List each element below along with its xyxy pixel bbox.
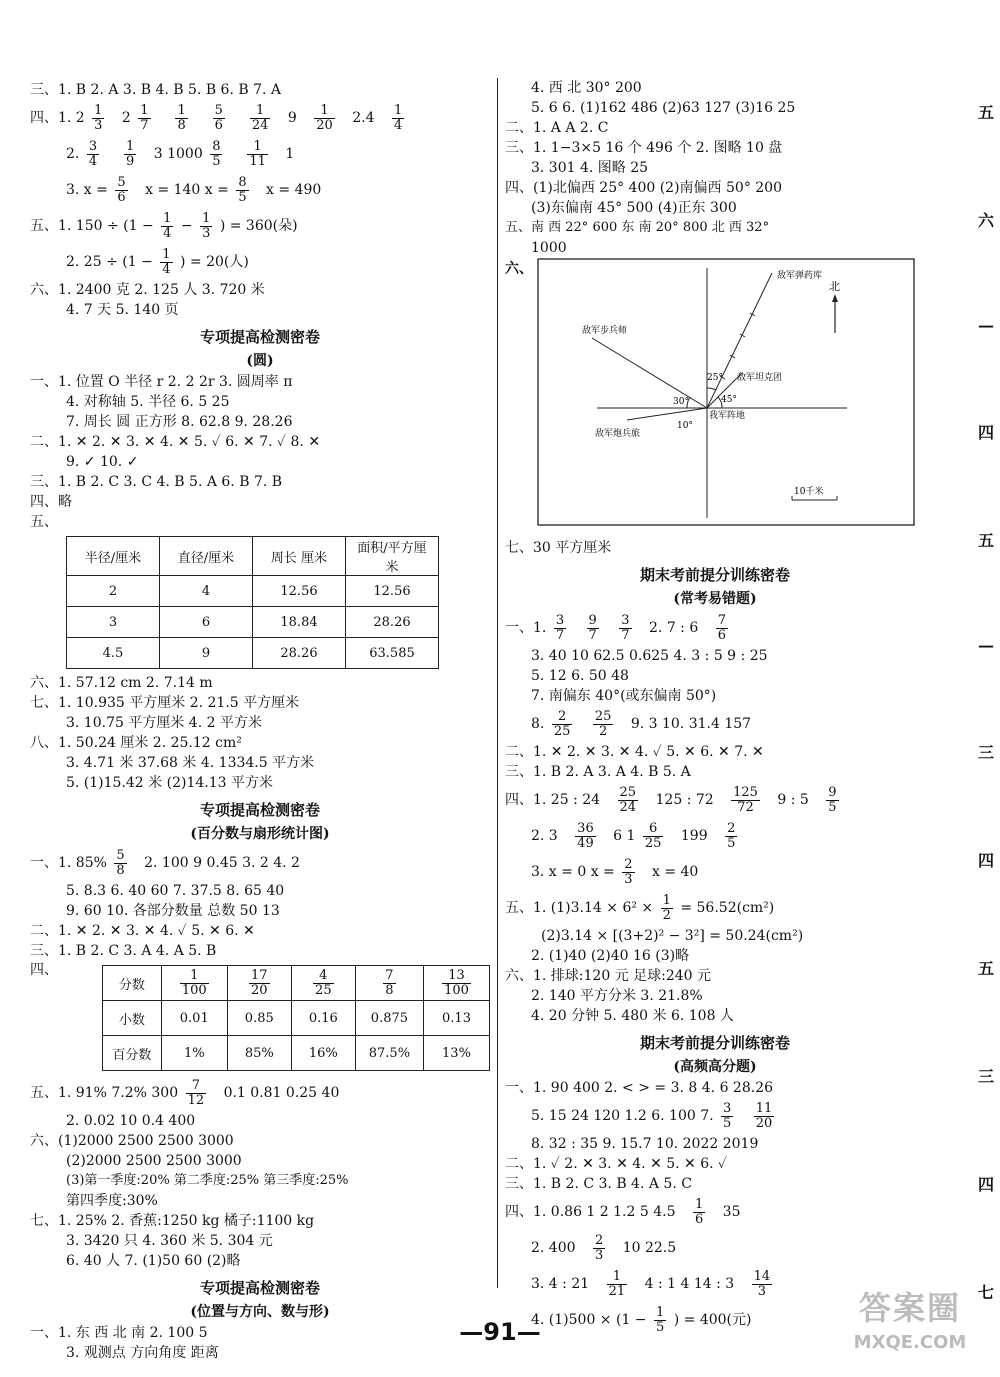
answer-line: 2. (1)40 (2)40 16 (3)略 — [531, 948, 690, 964]
answer-line: 第四季度:30% — [66, 1193, 158, 1209]
table-cell: 0.01 — [161, 1001, 227, 1036]
answer-line: 四、1. 25 : 24 $\frac{25}{24}$ 125 : 72 $\frac{125}{72}$ 9 : 5 $\frac{9}{5}$ — [505, 784, 837, 815]
row-label: 百分数 — [103, 1036, 162, 1071]
answer-line: 5. 8.3 6. 40 60 7. 37.5 8. 65 40 — [66, 883, 285, 899]
answer-line: 7. 周长 圆 正方形 8. 62.8 9. 28.26 — [66, 414, 293, 430]
table-row — [103, 966, 490, 1001]
answer-line: 3. 4 : 21 $\frac{1}{21}$ 4 : 1 4 14 : 3 $\frac{14}{3}$ — [531, 1268, 771, 1299]
answer-line: 六、1. 排球:120 元 足球:240 元 — [505, 968, 712, 984]
angle-label: 10° — [677, 421, 693, 431]
answer-line: 5. 12 6. 50 48 — [531, 668, 629, 684]
answer-line: 4. 20 分钟 5. 480 米 6. 108 人 — [531, 1008, 734, 1024]
row-label: 小数 — [103, 1001, 162, 1036]
answer-line: 六、1. 57.12 cm 2. 7.14 m — [30, 675, 213, 691]
edge-char: — — [978, 636, 994, 655]
answer-line: 一、1. 位置 O 半径 r 2. 2 2r 3. 圆周率 π — [30, 374, 293, 390]
answer-line: 2. 3 $\frac{36}{49}$ 6 1 $\frac{6}{25}$ 199 $\frac{2}{5}$ — [531, 820, 736, 851]
answer-line: (2)2000 2500 2500 3000 — [66, 1153, 242, 1169]
answer-line: 3. 10.75 平方厘米 4. 2 平方米 — [66, 715, 262, 731]
edge-char: 七 — [978, 1283, 995, 1302]
answer-line: 五、 — [30, 514, 58, 530]
table-cell: 3 — [67, 607, 160, 638]
section-heading: 专项提高检测密卷 — [199, 1279, 320, 1297]
table-cell: 85% — [227, 1036, 291, 1071]
north-label: 北 — [829, 280, 840, 293]
answer-line: 9. ✓ 10. ✓ — [66, 454, 139, 470]
edge-char: 四 — [978, 423, 995, 442]
section-heading: 期末考前提分训练密卷 — [639, 1034, 790, 1052]
answer-line: 三、1. 1−3×5 16 个 496 个 2. 图略 10 盘 — [505, 140, 783, 156]
answer-line: 3. 4.71 米 37.68 米 4. 1334.5 平方米 — [66, 755, 315, 771]
answer-line: 4. 对称轴 5. 半径 6. 5 25 — [66, 394, 230, 410]
ray-artillery — [627, 408, 707, 420]
table-row — [67, 576, 439, 607]
answer-label: 六、 — [505, 261, 533, 277]
edge-char: 三 — [978, 743, 995, 762]
answer-line: 2. 400 $\frac{2}{3}$ 10 22.5 — [531, 1232, 677, 1263]
answer-line: 3. 40 10 62.5 0.625 4. 3 : 5 9 : 25 — [531, 648, 768, 664]
answer-line: 三、1. B 2. C 3. B 4. A 5. C — [505, 1176, 692, 1192]
label-infantry: 敌军步兵师 — [582, 326, 628, 336]
answer-line: 3. x = 0 x = $\frac{2}{3}$ x = 40 — [531, 856, 699, 887]
answer-line: 8. $\frac{2}{25}$ $\frac{25}{2}$ 9. 3 10. 31.4 157 — [531, 708, 752, 739]
table-cell: 0.13 — [423, 1001, 489, 1036]
edge-char: 五 — [978, 959, 995, 978]
answer-line: (3)东偏南 45° 500 (4)正东 300 — [531, 200, 737, 216]
table-cell: $\frac{17}{20}$ — [227, 966, 291, 1001]
table-row — [103, 1001, 490, 1036]
answer-line: (3)第一季度:20% 第二季度:25% 第三季度:25% — [66, 1173, 349, 1188]
percent-table — [102, 965, 490, 1071]
map-svg — [537, 258, 917, 528]
answer-line: (2)3.14 × [(3+2)² − 3²] = 50.24(cm²) — [541, 928, 804, 944]
table-header: 面积/平方厘米 — [346, 537, 439, 576]
answer-line: 5. 6 6. (1)162 486 (2)63 127 (3)16 25 — [531, 100, 796, 116]
section-heading: 专项提高检测密卷 — [199, 801, 320, 819]
next-page-edge — [978, 100, 1000, 1302]
left-column: 三、1. B 2. A 3. B 4. B 5. B 6. B 7. A 四、1. 2 $\frac{1}{3}$ 2 $\frac{1}{7}$ $\frac{1}{8}$ $\frac{5}{6}$ $\frac{1}{24}$ 9 $\frac{1}{20}$ 2.4 $\frac{1}{4}$ 2. $\frac{3}{4}$ $\frac{1}{9}$ 3 1000 $\frac{8}{5}$ $\frac{1}{11}$ 1 3. x = $\frac{5}{6}$ x = 140 x = $\frac{8}{5}$ x = 490 五、1. 150 ÷ (1 − $\frac{1}{4}$ − $\frac{1}{3}$ ) = 360(朵) 2. 25 ÷ (1 − $\frac{1}{4}$ ) = 20(人) 六、1. 2400 克 2. 125 人 3. 720 米 4. 7 天 5. 140 页 专项提高检测密卷 (圆) 一、1. 位置 O 半径 r 2. 2 2r 3. 圆周率 π 4. 对称轴 5. 半径 6. 5 25 7. 周长 圆 正方形 8. 62.8 9. 28.26 二、1. ✕ 2. ✕ 3. ✕ 4. ✕ 5. ✓ 6. ✕ 7. ✓ 8. ✕ 9. ✓ 10. ✓ 三、1. B 2. C 3. C 4. B 5. A 6. B 7. B 四、略 五、 半径/厘米 直径/厘米 周长 厘米 面积/平方厘米 2 4 12.56 12.56 3 6 18.84 28.26 4.5 9 28.26 63.585 六、1. 57.12 cm 2. 7.14 m 七、1. 10.935 平方厘米 2. 21.5 平方厘米 3. 10.75 平方厘米 4. 2 平方米 八、1. 50.24 厘米 2. 25.12 cm² 3. 4.71 米 37.68 米 4. 1334.5 平方米 5. (1)15.42 米 (2)14.13 平方米 专项提高检测密卷 (百分数与扇形统计图) 一、1. 85% $\frac{5}{8}$ 2. 100 9 0.45 3. 2 4. 2 5. 8.3 6. 40 60 7. 37.5 8. 65 40 9. 60 10. 各部分数量 总数 50 13 二、1. ✕ 2. ✕ 3. ✕ 4. ✓ 5. ✕ 6. ✕ 三、1. B 2. C 3. A 4. A 5. B 四、 分数 $\frac{1}{100}$ $\frac{17}{20}$ $\frac{4}{25}$ $\frac{7}{8}$ $\frac{13}{100}$ 小数 0.01 0.85 0.16 0.875 0.13 百分数 1% 85% 16% 87.5% 13% 五、1. 91% 7.2% 300 $\frac{7}{12}$ 0.1 0.81 0.25 40 2. 0.02 10 0.4 400 六、(1)2000 2500 2500 3000 (2)2000 2500 2500 3000 (3)第一季度:20% 第二季度:25% 第三季度:25% 第四季度:30% 七、1. 25% 2. 香蕉:1250 kg 橘子:1100 kg 3. 3420 只 4. 360 米 5. 304 元 6. 40 人 7. (1)50 60 (2)略 专项提高检测密卷 (位置与方向、数与形) 一、1. 东 西 北 南 2. 100 5 3. 观测点 方向角度 距离 — [30, 80, 490, 1363]
answer-line: 4. (1)500 × (1 − $\frac{1}{5}$ ) = 400(元) — [531, 1304, 752, 1335]
map-frame — [538, 259, 914, 525]
answer-line: 二、1. ✕ 2. ✕ 3. ✕ 4. ✓ 5. ✕ 6. ✕ — [30, 923, 255, 939]
answer-line: 4. 西 北 30° 200 — [531, 80, 642, 96]
section-subheading: (百分数与扇形统计图) — [190, 826, 330, 842]
table-header: 半径/厘米 — [67, 537, 160, 576]
answer-line: 3. 观测点 方向角度 距离 — [66, 1345, 219, 1361]
label-bomb-depot: 敌军弹药库 — [777, 271, 823, 281]
answer-line: 三、1. B 2. A 3. A 4. B 5. A — [505, 764, 691, 780]
row-label: 分数 — [103, 966, 162, 1001]
answer-line: 三、1. B 2. A 3. B 4. B 5. B 6. B 7. A — [30, 82, 282, 98]
section-heading: 专项提高检测密卷 — [199, 328, 320, 346]
answer-line: 5. (1)15.42 米 (2)14.13 平方米 — [66, 775, 273, 791]
answer-line: 二、1. A A 2. C — [505, 120, 609, 136]
answer-line: 四、(1)北偏西 25° 400 (2)南偏西 50° 200 — [505, 180, 782, 196]
answer-line: 2. $\frac{3}{4}$ $\frac{1}{9}$ 3 1000 $\frac{8}{5}$ $\frac{1}{11}$ 1 — [66, 138, 295, 169]
answer-line: 四、1. 0.86 1 2 1.2 5 4.5 $\frac{1}{6}$ 35 — [505, 1196, 741, 1227]
scale-label: 10千米 — [794, 487, 824, 497]
answer-line: 六、(1)2000 2500 2500 3000 — [30, 1133, 234, 1149]
table-cell: 12.56 — [346, 576, 439, 607]
right-column — [505, 78, 925, 1338]
answer-line: 二、1. ✓ 2. ✕ 3. ✕ 4. ✕ 5. ✕ 6. ✓ — [505, 1156, 728, 1172]
table-cell: 4 — [160, 576, 253, 607]
answer-line: 3. 301 4. 图略 25 — [531, 160, 649, 176]
table-cell: 16% — [291, 1036, 355, 1071]
table-cell: 0.85 — [227, 1001, 291, 1036]
edge-char: 四 — [978, 1175, 995, 1194]
table-cell: 9 — [160, 638, 253, 669]
table-cell: 0.16 — [291, 1001, 355, 1036]
answer-line: 4. 7 天 5. 140 页 — [66, 302, 179, 318]
answer-line: 2. 0.02 10 0.4 400 — [66, 1113, 196, 1129]
table-cell: 28.26 — [253, 638, 346, 669]
watermark-logo — [830, 1285, 990, 1365]
angle-label: 25° — [707, 373, 723, 383]
table-cell: 18.84 — [253, 607, 346, 638]
label-base: 我军阵地 — [709, 411, 746, 421]
answer-line: 二、1. ✕ 2. ✕ 3. ✕ 4. ✕ 5. ✓ 6. ✕ 7. ✓ 8. ✕ — [30, 434, 321, 450]
table-row — [103, 1036, 490, 1071]
table-cell: $\frac{7}{8}$ — [355, 966, 423, 1001]
table-cell: 0.875 — [355, 1001, 423, 1036]
section-subheading: (常考易错题) — [673, 591, 757, 607]
north-arrowhead-icon — [832, 294, 838, 302]
answer-line: 七、1. 10.935 平方厘米 2. 21.5 平方厘米 — [30, 695, 300, 711]
answer-line: 一、1. 东 西 北 南 2. 100 5 — [30, 1325, 208, 1341]
answer-line: 五、南 西 22° 600 东 南 20° 800 北 西 32° — [505, 220, 770, 235]
table-cell: 6 — [160, 607, 253, 638]
table-cell: 13% — [423, 1036, 489, 1071]
table-row — [67, 638, 439, 669]
ray-bomb-depot — [707, 273, 772, 408]
circle-table — [66, 536, 439, 669]
label-tank: 敌军坦克团 — [737, 373, 783, 383]
edge-char: — — [978, 316, 994, 335]
answer-line: 3. 3420 只 4. 360 米 5. 304 元 — [66, 1233, 273, 1249]
edge-char: 六 — [978, 211, 995, 230]
table-cell: 1% — [161, 1036, 227, 1071]
answer-line: 3. x = $\frac{5}{6}$ x = 140 x = $\frac{8}{5}$ x = 490 — [66, 174, 322, 205]
answer-line: 四、略 — [30, 494, 72, 510]
edge-char: 五 — [978, 531, 995, 550]
table-cell: $\frac{13}{100}$ — [423, 966, 489, 1001]
answer-line: 七、1. 25% 2. 香蕉:1250 kg 橘子:1100 kg — [30, 1213, 315, 1229]
section-subheading: (位置与方向、数与形) — [190, 1304, 330, 1320]
edge-char: 四 — [978, 851, 995, 870]
answer-line: 四、1. 2 $\frac{1}{3}$ 2 $\frac{1}{7}$ $\frac{1}{8}$ $\frac{5}{6}$ $\frac{1}{24}$ 9 $\frac{1}{20}$ 2.4 $\frac{1}{4}$ — [30, 102, 403, 133]
section-heading: 期末考前提分训练密卷 — [639, 566, 790, 584]
answer-line: 2. 25 ÷ (1 − $\frac{1}{4}$ ) = 20(人) — [66, 246, 249, 277]
table-row — [67, 607, 439, 638]
answer-line: 二、1. ✕ 2. ✕ 3. ✕ 4. ✓ 5. ✕ 6. ✕ 7. ✕ — [505, 744, 764, 760]
table-header: 直径/厘米 — [160, 537, 253, 576]
answer-line: 一、1. 90 400 2. < > = 3. 8 4. 6 28.26 — [505, 1080, 774, 1096]
answer-line: 六、1. 2400 克 2. 125 人 3. 720 米 — [30, 282, 265, 298]
section-subheading: (圆) — [246, 353, 274, 369]
answer-line: 8. 32 : 35 9. 15.7 10. 2022 2019 — [531, 1136, 759, 1152]
table-cell: $\frac{1}{100}$ — [161, 966, 227, 1001]
answer-line: 三、1. B 2. C 3. C 4. B 5. A 6. B 7. B — [30, 474, 283, 490]
table-cell: 28.26 — [346, 607, 439, 638]
page-number: —91— — [459, 1318, 541, 1346]
answer-line: 八、1. 50.24 厘米 2. 25.12 cm² — [30, 735, 242, 751]
edge-char: 五 — [978, 103, 995, 122]
table-cell: 63.585 — [346, 638, 439, 669]
answer-line: 5. 15 24 120 1.2 6. 100 7. $\frac{3}{5}$ $\frac{11}{20}$ — [531, 1100, 773, 1131]
answer-line: 五、1. (1)3.14 × 6² × $\frac{1}{2}$ = 56.52(cm²) — [505, 892, 775, 923]
label-artillery: 敌军炮兵旅 — [595, 429, 641, 439]
answer-line: 五、1. 91% 7.2% 300 $\frac{7}{12}$ 0.1 0.81 0.25 40 — [30, 1077, 340, 1108]
answer-line: 6. 40 人 7. (1)50 60 (2)略 — [66, 1253, 241, 1269]
column-divider — [497, 78, 498, 1288]
angle-arc — [707, 388, 716, 390]
table-cell: $\frac{4}{25}$ — [291, 966, 355, 1001]
angle-label: 45° — [721, 395, 737, 405]
answer-line: 一、1. $\frac{3}{7}$ $\frac{9}{7}$ $\frac{3}{7}$ 2. 7 : 6 $\frac{7}{6}$ — [505, 612, 726, 643]
table-cell: 87.5% — [355, 1036, 423, 1071]
table-cell: 2 — [67, 576, 160, 607]
watermark-text: 答案圈 — [858, 1289, 961, 1327]
watermark-url: MXQE.COM — [853, 1332, 967, 1353]
answer-line: 1000 — [531, 240, 567, 256]
answer-line: 三、1. B 2. C 3. A 4. A 5. B — [30, 943, 217, 959]
table-cell: 12.56 — [253, 576, 346, 607]
direction-map — [505, 258, 925, 538]
answer-line: 七、30 平方厘米 — [505, 540, 612, 556]
table-cell: 4.5 — [67, 638, 160, 669]
answer-line: 9. 60 10. 各部分数量 总数 50 13 — [66, 903, 280, 919]
answer-line: 2. 140 平方分米 3. 21.8% — [531, 988, 703, 1004]
angle-label: 30° — [673, 397, 689, 407]
answer-line: 一、1. 85% $\frac{5}{8}$ 2. 100 9 0.45 3. 2 4. 2 — [30, 847, 300, 878]
answer-line: 五、1. 150 ÷ (1 − $\frac{1}{4}$ − $\frac{1}{3}$ ) = 360(朵) — [30, 210, 298, 241]
section-subheading: (高频高分题) — [673, 1059, 757, 1075]
table-header: 周长 厘米 — [253, 537, 346, 576]
edge-char: 三 — [978, 1067, 995, 1086]
answer-line: 7. 南偏东 40°(或东偏南 50°) — [531, 688, 717, 704]
